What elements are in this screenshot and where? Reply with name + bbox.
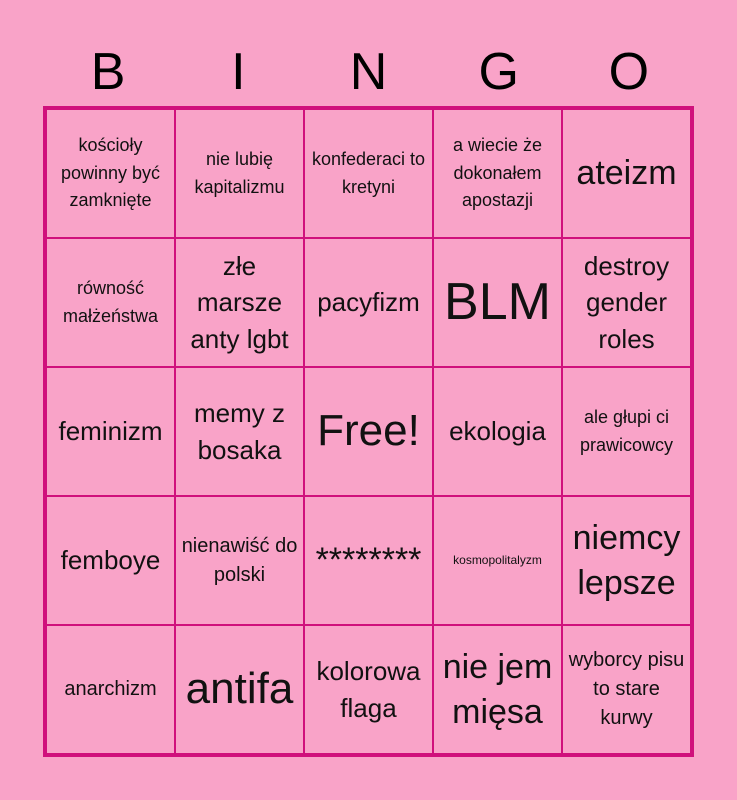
bingo-cell[interactable]: ekologia (433, 367, 562, 496)
bingo-cell[interactable]: femboye (46, 496, 175, 625)
title-letter-i: I (231, 43, 246, 101)
bingo-cell[interactable]: złe marsze anty lgbt (175, 238, 304, 367)
title-letter-g: G (478, 43, 519, 101)
bingo-cell[interactable]: nie jem mięsa (433, 625, 562, 754)
bingo-board (43, 106, 694, 757)
bingo-cell[interactable]: anarchizm (46, 625, 175, 754)
bingo-cell[interactable]: ******** (304, 496, 433, 625)
bingo-cell[interactable]: BLM (433, 238, 562, 367)
bingo-cell[interactable]: nie lubię kapitalizmu (175, 109, 304, 238)
bingo-cell[interactable]: pacyfizm (304, 238, 433, 367)
title-letter-b: B (90, 43, 126, 101)
bingo-cell[interactable]: destroy gender roles (562, 238, 691, 367)
bingo-cell[interactable]: memy z bosaka (175, 367, 304, 496)
bingo-cell[interactable]: antifa (175, 625, 304, 754)
free-space[interactable]: Free! (304, 367, 433, 496)
bingo-title (43, 40, 694, 104)
bingo-cell[interactable]: ateizm (562, 109, 691, 238)
bingo-cell[interactable]: ale głupi ci prawicowcy (562, 367, 691, 496)
title-letter-o: O (608, 43, 650, 101)
bingo-cell[interactable]: konfederaci to kretyni (304, 109, 433, 238)
bingo-cell[interactable]: a wiecie że dokonałem apostazji (433, 109, 562, 238)
bingo-cell[interactable]: wyborcy pisu to stare kurwy (562, 625, 691, 754)
bingo-cell[interactable]: kosmopolitalyzm (433, 496, 562, 625)
bingo-cell[interactable]: kolorowa flaga (304, 625, 433, 754)
bingo-cell[interactable]: niemcy lepsze (562, 496, 691, 625)
title-letter-n: N (349, 43, 388, 101)
bingo-cell[interactable]: kościoły powinny być zamknięte (46, 109, 175, 238)
bingo-cell[interactable]: nienawiść do polski (175, 496, 304, 625)
bingo-cell[interactable]: feminizm (46, 367, 175, 496)
bingo-cell[interactable]: równość małżeństwa (46, 238, 175, 367)
